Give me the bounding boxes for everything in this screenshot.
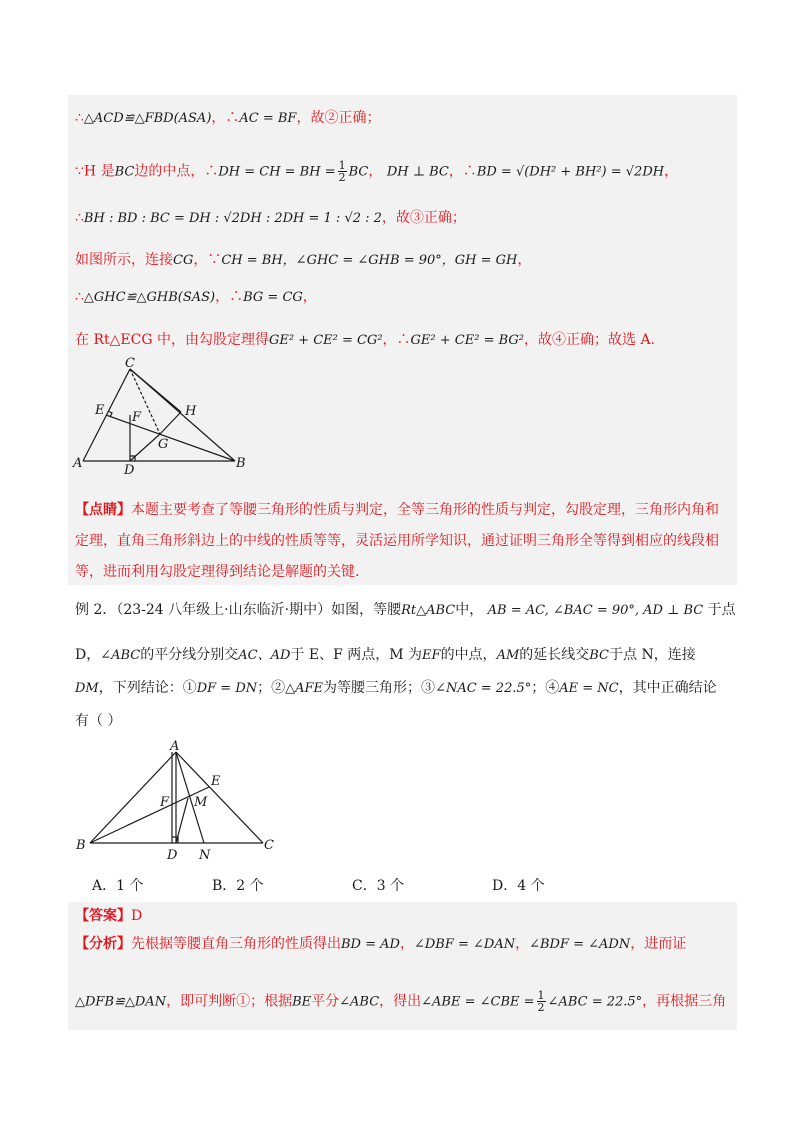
label-A: A	[73, 456, 83, 471]
solution-line-3: ∴BH : BD : BC = DH : √2DH : 2DH = 1 : √2 : 2，故③正确；	[75, 210, 466, 226]
geometry-figure-2	[68, 738, 288, 863]
fraction: $\frac{1}{2}$	[338, 159, 346, 184]
option-b[interactable]: B．2 个	[212, 878, 264, 894]
math-expr: ∠ABC = 22.5°	[547, 994, 643, 1010]
math-expr: ∠BDF = ∠ADN	[529, 937, 631, 952]
answer-tag: 【答案】	[75, 908, 131, 924]
comment-line-3: 等，进而利用勾股定理得到结论是解题的关键.	[75, 564, 360, 580]
math-expr: △DFB≌△DAN	[75, 994, 167, 1010]
label-N: N	[199, 848, 211, 863]
example2-line-2: D，∠ABC的平分线分别交AC、AD于 E、F 两点，M 为EF的中点，AM的延长线交BC于点 N，连接	[75, 647, 696, 663]
label-M: M	[194, 795, 208, 810]
math-expr: DH = CH = BH =	[218, 164, 336, 180]
math-expr: GE² + CE² = BG²	[410, 333, 524, 348]
math-expr: ∠ABC	[339, 994, 380, 1010]
segment-DM	[176, 798, 188, 843]
math-expr: AM	[496, 648, 520, 663]
math-expr: ∠ABE = ∠CBE =	[421, 994, 535, 1010]
math-expr: DF = DN	[196, 681, 258, 696]
segment-CH	[130, 369, 181, 412]
math-expr: BC	[114, 164, 135, 180]
label-F: F	[160, 795, 170, 810]
analysis-line-1: 【分析】先根据等腰直角三角形的性质得出BD = AD，∠DBF = ∠DAN，∠BDF = ∠ADN，进而证	[75, 936, 687, 952]
math-expr: ∠NAC = 22.5°	[435, 681, 532, 696]
label-F: F	[132, 410, 142, 425]
math-expr: △GHC≌△GHB(SAS)	[83, 290, 216, 305]
math-expr: △ACD≌△FBD(ASA)	[83, 111, 212, 126]
analysis-tag: 【分析】	[75, 936, 131, 952]
segment-AC	[176, 752, 263, 843]
label-H: H	[185, 404, 197, 419]
math-expr: BG = CG	[243, 290, 303, 305]
label-B: B	[236, 456, 246, 471]
math-expr: CH = BH，∠GHC = ∠GHB = 90°，GH = GH	[221, 253, 518, 268]
example2-line-3: DM，下列结论：①DF = DN；②△AFE为等腰三角形；③∠NAC = 22.5°；④AE = NC，其中正确结论	[75, 680, 717, 696]
label-E: E	[95, 403, 105, 418]
math-expr: GE² + CE² = CG²	[268, 333, 383, 348]
math-expr: △AFE	[285, 681, 324, 696]
answer-line	[75, 906, 142, 926]
answer-value: D	[131, 908, 143, 924]
math-expr: AB = AC, ∠BAC = 90°, AD ⊥ BC	[487, 603, 704, 618]
math-expr: BH : BD : BC = DH : √2DH : 2DH = 1 : √2 : 2	[83, 211, 382, 226]
example2-line-1: 例 2．（23-24 八年级上·山东临沂·期中）如图，等腰Rt△ABC中， AB = AC, ∠BAC = 90°, AD ⊥ BC 于点	[75, 602, 736, 618]
fraction: $\frac{1}{2}$	[537, 989, 545, 1014]
math-expr: AE = NC	[559, 681, 619, 696]
math-expr: AC、AD	[238, 648, 291, 663]
label-C: C	[264, 838, 274, 853]
solution-line-6: 在 Rt△ECG 中，由勾股定理得GE² + CE² = CG²，∴GE² + CE² = BG²，故④正确；故选 A.	[75, 332, 656, 348]
option-d[interactable]: D．4 个	[492, 878, 545, 894]
segment-BE	[90, 787, 209, 843]
math-expr: ∠ABC	[100, 648, 141, 663]
comment-paragraph	[75, 495, 725, 588]
comment-line-1: 【点睛】本题主要考查了等腰三角形的性质与判定，全等三角形的性质与判定，勾股定理，三角形内角和	[75, 502, 719, 518]
segment-EB	[106, 415, 235, 461]
solution-line-4: 如图所示，连接CG，∵CH = BH，∠GHC = ∠GHB = 90°，GH = GH，	[75, 252, 532, 268]
math-expr: CG	[173, 253, 194, 268]
example2-line-4: 有（ ）	[75, 713, 122, 729]
solution-line-2: ∵H 是BC边的中点，∴DH = CH = BH = $\frac{1}{2}$ BC， DH ⊥ BC，∴BD = √(DH² + BH²) = √2DH，	[75, 159, 679, 184]
solution-line-1: ∴△ACD≌△FBD(ASA)，∴AC = BF，故②正确；	[75, 110, 381, 126]
label-A: A	[170, 739, 180, 754]
math-expr: Rt△ABC	[401, 603, 456, 618]
math-expr: DM	[75, 681, 99, 696]
math-expr: ∠DBF = ∠DAN	[413, 937, 516, 952]
math-expr: AC = BF	[239, 111, 297, 126]
label-E: E	[211, 774, 221, 789]
math-expr: BD = √(DH² + BH²) = √2DH	[476, 164, 665, 180]
option-c[interactable]: C．3 个	[352, 878, 405, 894]
option-a[interactable]: A．1 个	[92, 878, 144, 894]
solution-line-5: ∴△GHC≌△GHB(SAS)，∴BG = CG，	[75, 289, 317, 305]
math-expr: BC	[589, 648, 610, 663]
analysis-line-2: △DFB≌△DAN，即可判断①；根据BE平分∠ABC，得出∠ABE = ∠CBE = $\frac{1}{2}$ ∠ABC = 22.5°，再根据三角	[75, 989, 727, 1014]
geometry-figure-1	[68, 355, 268, 475]
label-D: D	[167, 848, 178, 863]
comment-line-2: 定理，直角三角形斜边上的中线的性质等等，灵活运用所学知识，通过证明三角形全等得到相应的线段相	[75, 533, 719, 549]
math-expr: BD = AD	[341, 937, 400, 952]
label-B: B	[76, 838, 86, 853]
comment-tag: 【点睛】	[75, 502, 131, 518]
math-expr: BE	[292, 994, 312, 1010]
math-expr: EF	[422, 648, 441, 663]
label-G: G	[158, 437, 169, 452]
segment-GH	[160, 412, 181, 434]
math-expr: BC	[348, 164, 369, 180]
label-C: C	[125, 356, 135, 371]
label-D: D	[124, 463, 135, 475]
math-expr: DH ⊥ BC	[386, 164, 449, 180]
